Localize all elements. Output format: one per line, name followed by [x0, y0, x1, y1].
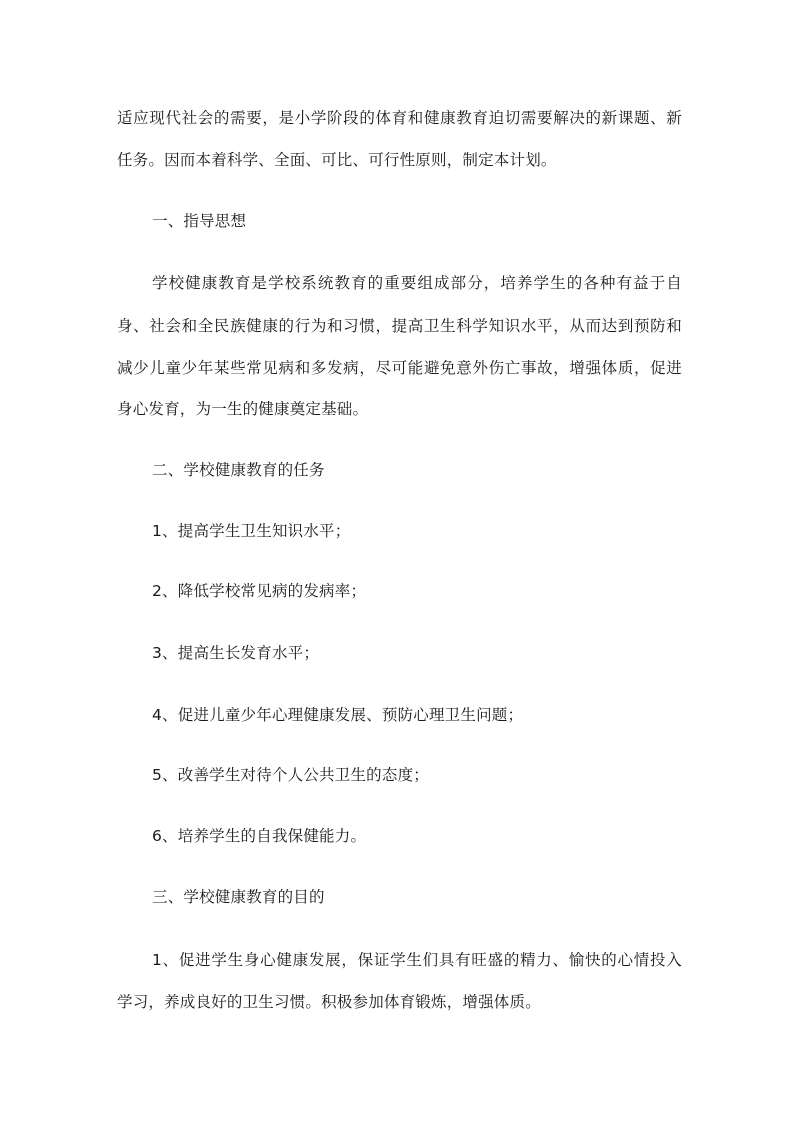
- paragraph-line: 身、社会和全民族健康的行为和习惯，提高卫生科学知识水平，从而达到预防和: [117, 317, 682, 335]
- paragraph-line: 适应现代社会的需要，是小学阶段的体育和健康教育迫切需要解决的新课题、新: [117, 109, 682, 127]
- section-heading: 一、指导思想: [152, 212, 247, 230]
- list-item: 2、降低学校常见病的发病率；: [152, 582, 367, 600]
- section-heading: 二、学校健康教育的任务: [152, 461, 325, 479]
- paragraph-line: 身心发育，为一生的健康奠定基础。: [117, 400, 369, 418]
- list-item: 3、提高生长发育水平；: [152, 644, 320, 662]
- paragraph-line: 减少儿童少年某些常见病和多发病，尽可能避免意外伤亡事故，增强体质，促进: [117, 359, 682, 377]
- section-heading: 三、学校健康教育的目的: [152, 888, 325, 906]
- list-item: 4、促进儿童少年心理健康发展、预防心理卫生问题；: [152, 706, 524, 724]
- list-item: 5、改善学生对待个人公共卫生的态度；: [152, 766, 429, 784]
- list-item: 1、提高学生卫生知识水平；: [152, 522, 351, 540]
- paragraph-line: 学习，养成良好的卫生习惯。积极参加体育锻炼，增强体质。: [117, 993, 541, 1011]
- paragraph-line: 任务。因而本着科学、全面、可比、可行性原则，制定本计划。: [117, 151, 557, 169]
- list-item: 6、培养学生的自我保健能力。: [152, 827, 367, 845]
- paragraph-line: 1、促进学生身心健康发展，保证学生们具有旺盛的精力、愉快的心情投入: [152, 951, 682, 969]
- paragraph-line: 学校健康教育是学校系统教育的重要组成部分，培养学生的各种有益于自: [152, 274, 682, 292]
